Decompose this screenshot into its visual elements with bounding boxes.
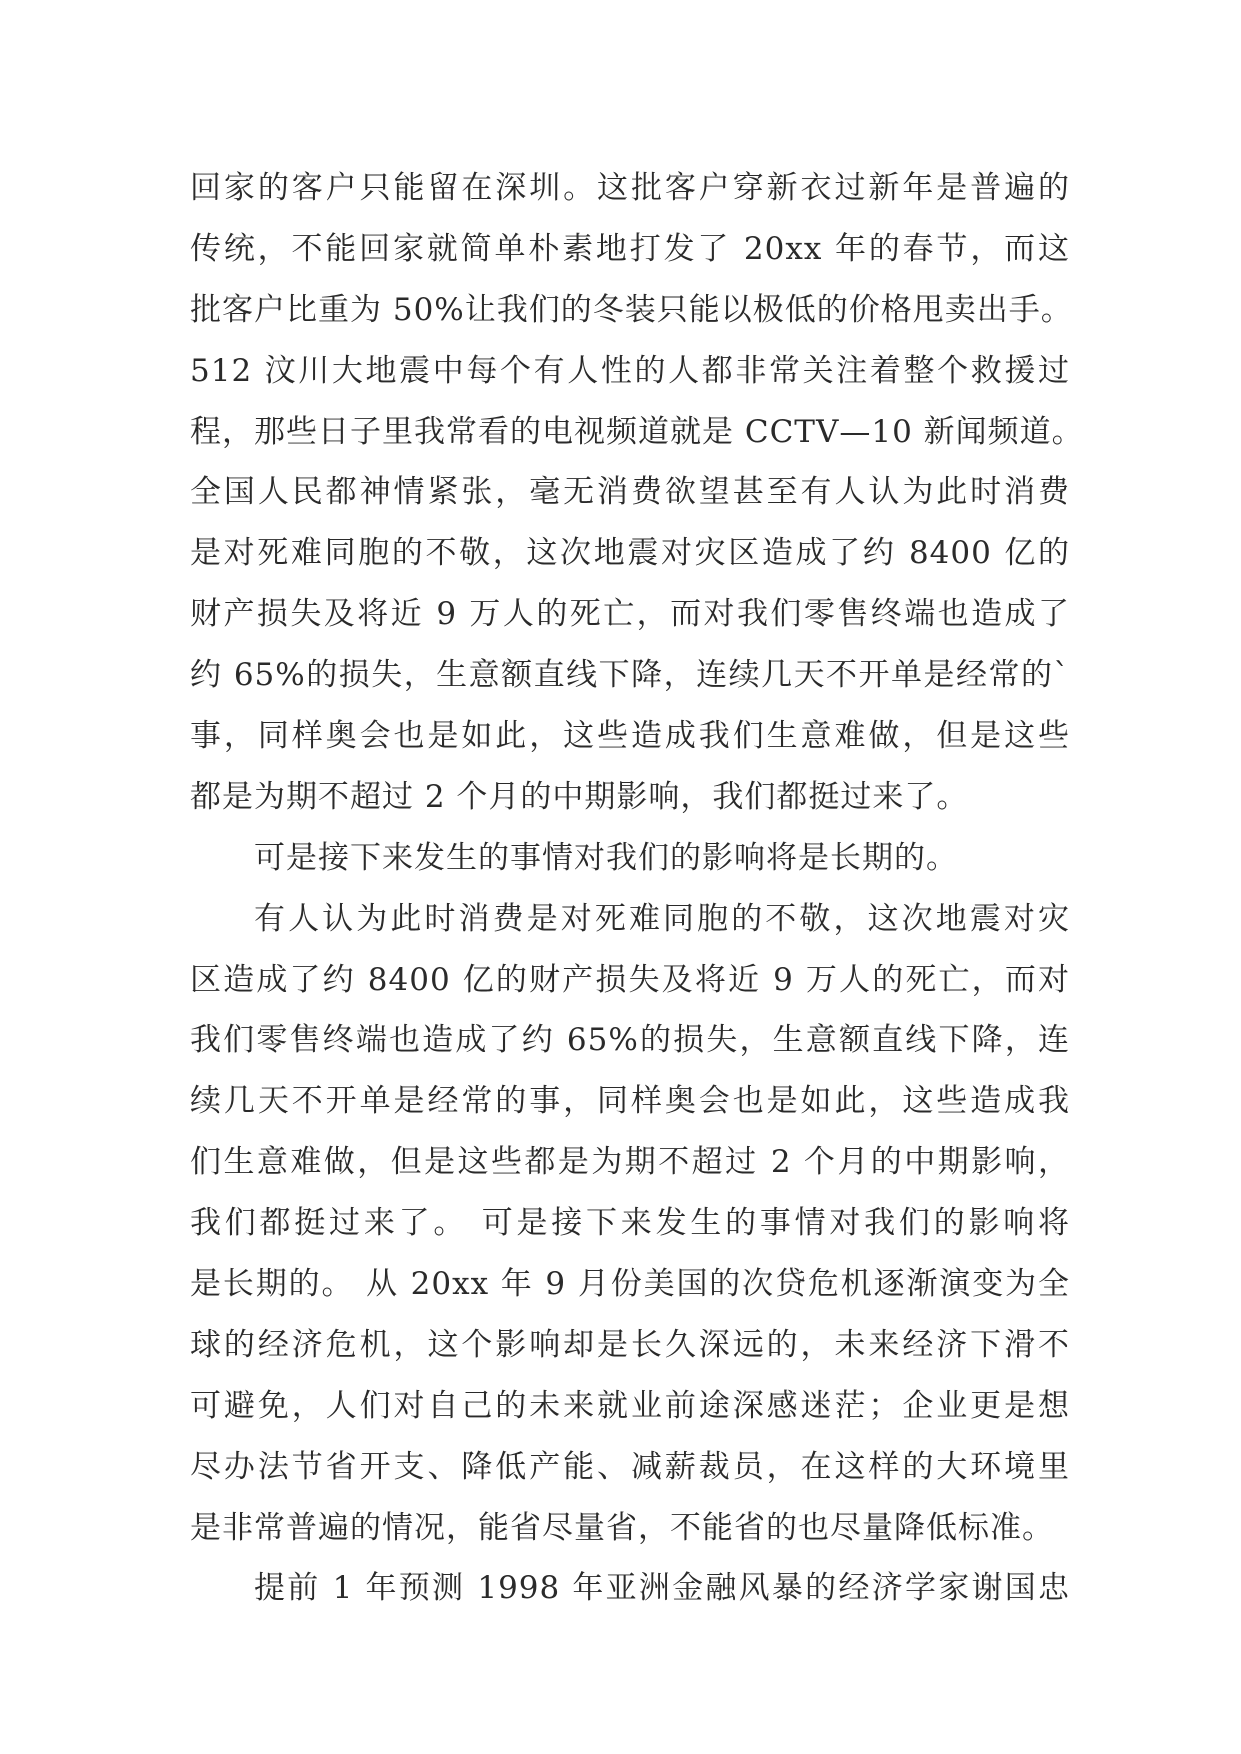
- text-line: 是长期的。 从 20xx 年 9 月份美国的次贷危机逐渐演变为全: [190, 1266, 1070, 1303]
- text-line: 可避免，人们对自己的未来就业前途深感迷茫；企业更是想: [190, 1387, 1070, 1424]
- paragraph-start-line: 有人认为此时消费是对死难同胞的不敬，这次地震对灾: [254, 900, 1070, 937]
- paragraph-start-line: 提前 1 年预测 1998 年亚洲金融风暴的经济学家谢国忠: [254, 1570, 1070, 1607]
- text-line: 们生意难做，但是这些都是为期不超过 2 个月的中期影响，: [190, 1144, 1070, 1181]
- text-line: 是对死难同胞的不敬，这次地震对灾区造成了约 8400 亿的: [190, 535, 1070, 572]
- text-line: 传统，不能回家就简单朴素地打发了 20xx 年的春节，而这: [190, 230, 1070, 267]
- text-line: 我们零售终端也造成了约 65%的损失，生意额直线下降，连: [190, 1022, 1070, 1059]
- text-line: 我们都挺过来了。 可是接下来发生的事情对我们的影响将: [190, 1205, 1070, 1242]
- text-line: 约 65%的损失，生意额直线下降，连续几天不开单是经常的`: [190, 657, 1070, 694]
- text-line: 续几天不开单是经常的事，同样奥会也是如此，这些造成我: [190, 1083, 1070, 1120]
- text-line: 都是为期不超过 2 个月的中期影响，我们都挺过来了。: [190, 778, 969, 815]
- body-text: [190, 158, 1084, 1619]
- text-line: 是非常普遍的情况，能省尽量省，不能省的也尽量降低标准。: [190, 1509, 1054, 1546]
- text-line: 回家的客户只能留在深圳。这批客户穿新衣过新年是普遍的: [190, 170, 1070, 206]
- text-line: 尽办法节省开支、降低产能、减薪裁员，在这样的大环境里: [190, 1448, 1070, 1485]
- text-line: 财产损失及将近 9 万人的死亡，而对我们零售终端也造成了: [190, 596, 1070, 633]
- text-line: 批客户比重为 50%让我们的冬装只能以极低的价格甩卖出手。: [190, 291, 1073, 328]
- paragraph-start-line: 可是接下来发生的事情对我们的影响将是长期的。: [254, 839, 958, 876]
- text-line: 区造成了约 8400 亿的财产损失及将近 9 万人的死亡，而对: [190, 961, 1070, 998]
- text-line: 512 汶川大地震中每个有人性的人都非常关注着整个救援过: [190, 352, 1070, 389]
- text-line: 全国人民都神情紧张，毫无消费欲望甚至有人认为此时消费: [190, 474, 1070, 511]
- text-line: 事，同样奥会也是如此，这些造成我们生意难做，但是这些: [190, 718, 1070, 755]
- text-line: 程，那些日子里我常看的电视频道就是 CCTV—10 新闻频道。: [190, 413, 1084, 450]
- text-line: 球的经济危机，这个影响却是长久深远的，未来经济下滑不: [190, 1326, 1070, 1363]
